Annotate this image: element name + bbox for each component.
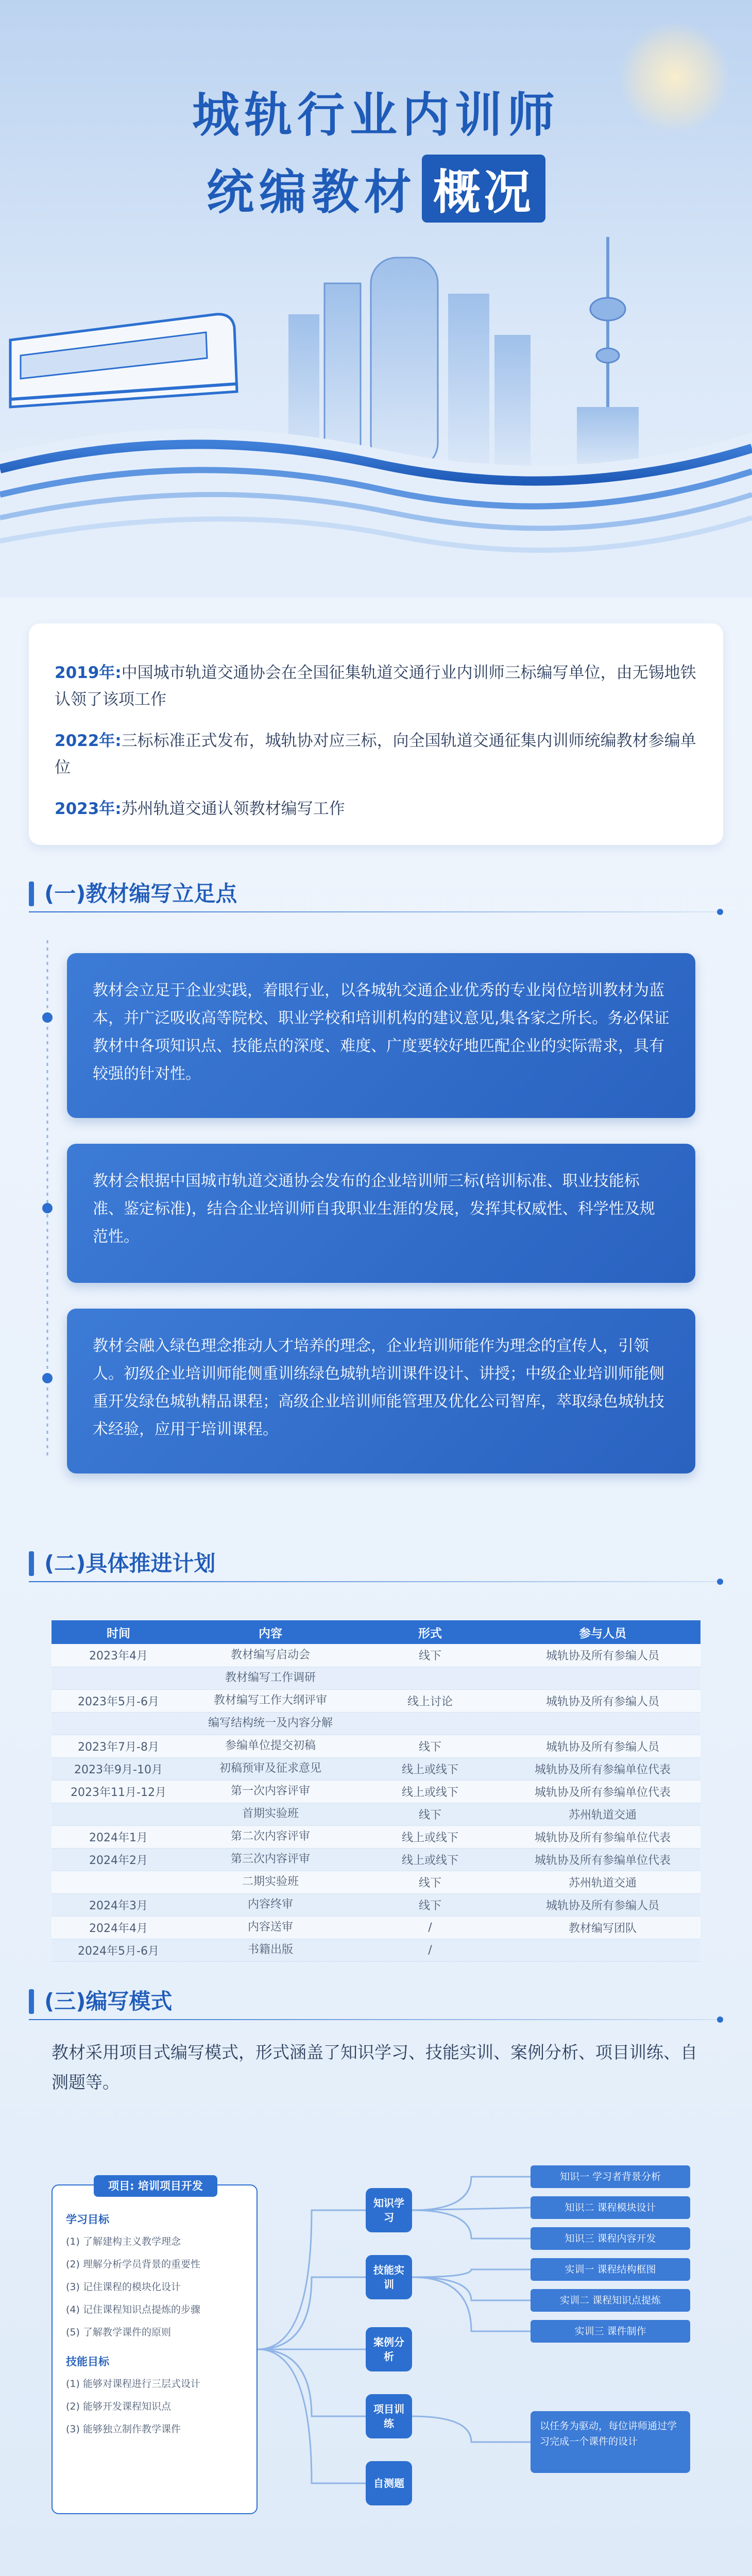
section-dot — [717, 1579, 723, 1585]
table-cell: 2024年5月-6月 — [52, 1939, 185, 1961]
table-row — [52, 1848, 700, 1871]
table-cell: 2023年4月 — [52, 1644, 185, 1667]
mindmap-leaf: 知识二 课程模块设计 — [531, 2196, 690, 2219]
basis-box-2: 教材会根据中国城市轨道交通协会发布的企业培训师三标(培训标准、职业技能标准、鉴定标准)，结合企业培训师自我职业生涯的发展，发挥其权威性、科学性及规范性。 — [67, 1144, 695, 1283]
table-cell: 第一次内容评审 — [185, 1780, 355, 1803]
table-cell: 教材编写工作调研 — [185, 1667, 355, 1689]
section-dot — [717, 909, 723, 915]
table-cell: 书籍出版 — [185, 1939, 355, 1961]
table-cell: 参编单位提交初稿 — [185, 1735, 355, 1757]
section-bar — [29, 1551, 34, 1576]
mindmap-leaf: 实训三 课件制作 — [531, 2320, 690, 2343]
mindmap-leaf: 实训一 课程结构框图 — [531, 2258, 690, 2281]
table-cell: 编写结构统一及内容分解 — [185, 1712, 355, 1735]
table-cell: 二期实验班 — [185, 1871, 355, 1893]
table-cell: 内容终审 — [185, 1893, 355, 1916]
table-cell: 内容送审 — [185, 1916, 355, 1939]
table-row — [52, 1644, 700, 1667]
table-cell: 2023年5月-6月 — [52, 1689, 185, 1712]
table-cell — [355, 1667, 505, 1689]
section-bar — [29, 882, 34, 906]
mindmap-leaf: 知识三 课程内容开发 — [531, 2227, 690, 2250]
project-card-title: 项目: 培训项目开发 — [94, 2175, 217, 2197]
table-row — [52, 1916, 700, 1939]
intro-item: 2022年:三标标准正式发布，城轨协对应三标，向全国轨道交通征集内训师统编教材参编单位 — [55, 732, 696, 777]
table-header: 形式 — [355, 1620, 505, 1644]
table-row — [52, 1893, 700, 1916]
table-cell: 线下 — [355, 1871, 505, 1893]
table-row — [52, 1803, 700, 1825]
table-cell: 城轨协及所有参编人员 — [505, 1689, 700, 1712]
table-row — [52, 1825, 700, 1848]
table-cell — [505, 1939, 700, 1961]
goal-group-label: 学习目标 — [66, 2213, 109, 2226]
table-cell: 2023年9月-10月 — [52, 1757, 185, 1780]
mindmap-node-project: 项目训练 — [366, 2394, 412, 2438]
basis-box-3: 教材会融入绿色理念推动人才培养的理念，企业培训师能作为理念的宣传人，引领人。初级企业培训师能侧重训练绿色城轨培训课件设计、讲授；中级企业培训师能侧重开发绿色城轨精品课程；高级企业培训师能管理及优化公司智库，萃取绿色城轨技术经验，应用于培训课程。 — [67, 1309, 695, 1473]
goal-item: (4) 记住课程知识点提炼的步骤 — [66, 2304, 200, 2315]
goal-item: (5) 了解教学课件的原则 — [66, 2327, 171, 2338]
table-header: 参与人员 — [505, 1620, 700, 1644]
table-cell: 线下 — [355, 1803, 505, 1825]
section-divider — [29, 911, 723, 912]
table-cell: 线上或线下 — [355, 1780, 505, 1803]
table-cell: 教材编写团队 — [505, 1916, 700, 1939]
section-side-decoration — [36, 940, 59, 1455]
table-cell — [505, 1667, 700, 1689]
plan-table-body — [52, 1644, 700, 1961]
section-dot — [717, 2016, 723, 2023]
mindmap-project-card — [52, 2180, 258, 2514]
hero-title-line1: 城轨行业内训师 — [192, 88, 560, 143]
table-cell: 教材编写工作大纲评审 — [185, 1689, 355, 1712]
table-cell: 线下 — [355, 1893, 505, 1916]
mindmap-leaf: 实训二 课程知识点提炼 — [531, 2289, 690, 2312]
table-row — [52, 1780, 700, 1803]
table-row — [52, 1712, 700, 1735]
table-cell: 2024年4月 — [52, 1916, 185, 1939]
mindmap-node-case: 案例分析 — [366, 2327, 412, 2371]
table-row — [52, 1735, 700, 1757]
table-cell: 线上或线下 — [355, 1825, 505, 1848]
goal-item: (1) 了解建构主义教学理念 — [66, 2236, 181, 2247]
intro-item: 2019年:中国城市轨道交通协会在全国征集轨道交通行业内训师三标编写单位，由无锡地铁认领了该项工作 — [55, 664, 696, 709]
table-row — [52, 1667, 700, 1689]
table-cell: 初稿预审及征求意见 — [185, 1757, 355, 1780]
table-cell: 线下 — [355, 1735, 505, 1757]
hero-title-plain: 统编教材 — [206, 165, 417, 220]
goal-item: (2) 能够开发课程知识点 — [66, 2401, 171, 2412]
basis-box-1: 教材会立足于企业实践，着眼行业，以各城轨交通企业优秀的专业岗位培训教材为蓝本，并广泛吸收高等院校、职业学校和培训机构的建议意见,集各家之所长。务必保证教材中各项知识点、技能点的深度、难度、广度要较好地匹配企业的实际需求，具有较强的针对性。 — [67, 953, 695, 1118]
writing-mode-mindmap — [52, 2123, 706, 2576]
table-cell: 城轨协及所有参编人员 — [505, 1644, 700, 1667]
section-bar — [29, 1989, 34, 2014]
table-cell: 苏州轨道交通 — [505, 1803, 700, 1825]
table-cell — [505, 1712, 700, 1735]
table-cell — [52, 1667, 185, 1689]
table-cell: 城轨协及所有参编单位代表 — [505, 1825, 700, 1848]
table-cell: 城轨协及所有参编单位代表 — [505, 1780, 700, 1803]
table-cell: 城轨协及所有参编人员 — [505, 1893, 700, 1916]
table-cell: 线下 — [355, 1644, 505, 1667]
goal-group-label: 技能目标 — [66, 2355, 109, 2368]
table-cell: / — [355, 1916, 505, 1939]
goal-item: (3) 能够独立制作教学课件 — [66, 2424, 181, 2435]
table-cell: 线上或线下 — [355, 1757, 505, 1780]
intro-card — [29, 623, 723, 845]
goal-item: (2) 理解分析学员背景的重要性 — [66, 2259, 200, 2270]
goal-item: (1) 能够对课程进行三层式设计 — [66, 2378, 200, 2389]
section-header-plan: (二)具体推进计划 — [29, 1548, 723, 1579]
table-cell — [52, 1871, 185, 1893]
table-cell: 2024年3月 — [52, 1893, 185, 1916]
city-skyline-illustration — [0, 237, 752, 598]
mindmap-leaf: 知识一 学习者背景分析 — [531, 2165, 690, 2188]
table-cell: 2023年11月-12月 — [52, 1780, 185, 1803]
hero-banner — [0, 0, 752, 598]
table-cell — [52, 1803, 185, 1825]
table-cell: 城轨协及所有参编单位代表 — [505, 1757, 700, 1780]
table-row — [52, 1939, 700, 1961]
table-header: 内容 — [185, 1620, 355, 1644]
mindmap-project-note: 以任务为驱动，每位讲师通过学习完成一个课件的设计 — [531, 2411, 690, 2473]
table-cell: 第三次内容评审 — [185, 1848, 355, 1871]
mode-description: 教材采用项目式编写模式，形式涵盖了知识学习、技能实训、案例分析、项目训练、自测题等。 — [52, 2042, 697, 2092]
table-row — [52, 1757, 700, 1780]
intro-item: 2023年:苏州轨道交通认领教材编写工作 — [55, 800, 345, 818]
table-cell: 教材编写启动会 — [185, 1644, 355, 1667]
table-cell — [355, 1712, 505, 1735]
table-row — [52, 1871, 700, 1893]
hero-title-boxed: 概况 — [422, 155, 545, 223]
table-cell: / — [355, 1939, 505, 1961]
mindmap-node-selftest: 自测题 — [366, 2461, 412, 2505]
table-cell: 第二次内容评审 — [185, 1825, 355, 1848]
table-cell: 线上讨论 — [355, 1689, 505, 1712]
table-cell: 苏州轨道交通 — [505, 1871, 700, 1893]
table-cell: 2024年1月 — [52, 1825, 185, 1848]
hero-title-line2 — [0, 155, 752, 223]
table-cell — [52, 1712, 185, 1735]
table-cell: 2024年2月 — [52, 1848, 185, 1871]
table-cell: 线上或线下 — [355, 1848, 505, 1871]
section-header-basis: (一)教材编写立足点 — [29, 878, 723, 909]
table-header: 时间 — [52, 1620, 185, 1644]
table-cell: 城轨协及所有参编人员 — [505, 1735, 700, 1757]
section-header-mode: (三)编写模式 — [29, 1986, 723, 2017]
section-divider — [29, 1581, 723, 1582]
mindmap-node-skills: 技能实训 — [366, 2255, 412, 2299]
section-divider — [29, 2019, 723, 2020]
table-cell: 城轨协及所有参编单位代表 — [505, 1848, 700, 1871]
table-cell: 2023年7月-8月 — [52, 1735, 185, 1757]
table-row — [52, 1689, 700, 1712]
goal-item: (3) 记住课程的模块化设计 — [66, 2281, 181, 2293]
mindmap-node-knowledge: 知识学习 — [366, 2188, 412, 2232]
table-header-row — [52, 1620, 700, 1644]
plan-table — [52, 1620, 700, 1962]
table-cell: 首期实验班 — [185, 1803, 355, 1825]
